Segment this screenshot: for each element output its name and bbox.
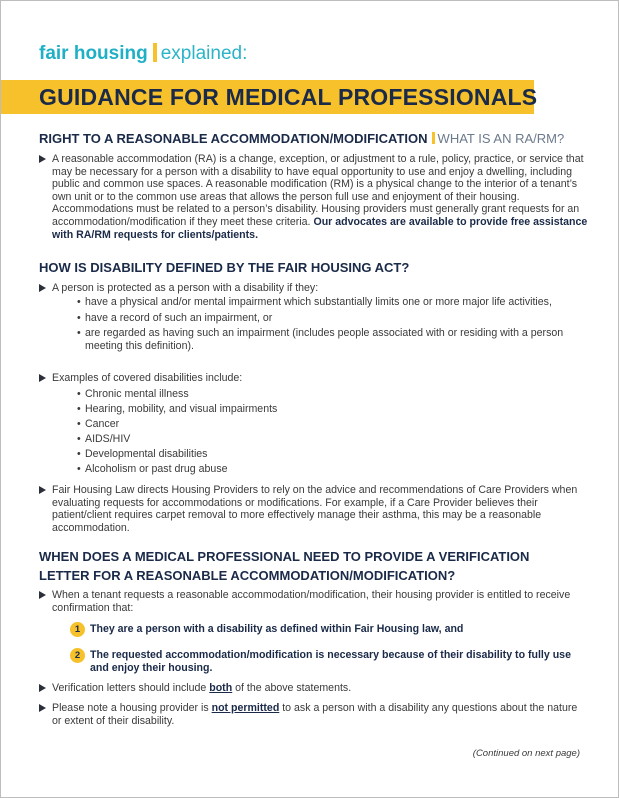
list-item: • are regarded as having such an impairment (includes people associated with or residing with a person meeting this definition). bbox=[77, 327, 564, 352]
section-heading-verification: WHEN DOES A MEDICAL PROFESSIONAL NEED TO PROVIDE A VERIFICATION LETTER FOR A REASONABLE ACCOMMODATION/MODIFICATION? bbox=[39, 549, 530, 583]
heading-subtitle: WHAT IS AN RA/RM? bbox=[437, 131, 565, 146]
ra-rm-paragraph bbox=[39, 153, 589, 241]
not-permitted-note: Please note a housing provider is not permitted to ask a person with a disability any questions about the nature or extent of their disability. bbox=[39, 702, 589, 727]
list-item: • Hearing, mobility, and visual impairments bbox=[77, 403, 278, 416]
verification-intro: When a tenant requests a reasonable accommodation/modification, their housing provider is entitled to receive confirmation that: bbox=[39, 589, 589, 614]
list-item: • Developmental disabilities bbox=[77, 448, 208, 461]
title-banner bbox=[1, 80, 538, 114]
advocates-note: Our advocates are available to provide free assistance with RA/RM requests for clients/patients. bbox=[52, 215, 588, 241]
brand-divider bbox=[153, 43, 157, 62]
list-item: • Cancer bbox=[77, 418, 120, 431]
ra-rm-text: A reasonable accommodation (RA) is a change, exception, or adjustment to a rule, policy, practice, or service that may be necessary for a person with a disability to have equal opportunity to use and enjoy a dwelling, including public and common use spaces. A reasonable modification (RM) is a physical change to the interior of a tenant’s own unit or to the common use areas that allows the person full use and enjoyment of their housing. Accommodations must be related to a person’s disability. Housing providers must generally grant requests for an accommodation/modification if they meet these criteria. bbox=[52, 153, 584, 228]
number-badge: 2 bbox=[70, 648, 85, 663]
bullet-arrow-icon bbox=[39, 591, 46, 599]
list-item: • have a record of such an impairment, or bbox=[77, 311, 273, 324]
bullet-arrow-icon bbox=[39, 155, 46, 163]
section-heading-ra-rm bbox=[39, 129, 564, 148]
brand-logo bbox=[39, 42, 247, 66]
emphasis-both: both bbox=[209, 682, 233, 694]
requirement-item-1: 1 They are a person with a disability as defined within Fair Housing law, and bbox=[70, 623, 590, 636]
care-provider-paragraph: Fair Housing Law directs Housing Providers to rely on the advice and recommendations of Care Providers when evaluating requests for accommodations or modifications. For example, if a Care Provider believes their patient/client requires carpet removal to more effectively manage their asthma, this may be a reasonable accommodation. bbox=[39, 484, 589, 534]
list-item: • Alcoholism or past drug abuse bbox=[77, 463, 228, 476]
bullet-arrow-icon bbox=[39, 486, 46, 494]
section-heading-disability bbox=[39, 258, 409, 277]
heading-text: HOW IS DISABILITY DEFINED BY THE FAIR HOUSING ACT? bbox=[39, 260, 410, 275]
definition-intro: A person is protected as a person with a disability if they: bbox=[39, 282, 589, 295]
continued-note: (Continued on next page) bbox=[472, 748, 580, 759]
page-title: GUIDANCE FOR MEDICAL PROFESSIONALS bbox=[39, 84, 538, 110]
brand-name: fair housing bbox=[39, 43, 148, 64]
heading-text: RIGHT TO A REASONABLE ACCOMMODATION/MODIFICATION bbox=[39, 131, 428, 146]
heading-divider bbox=[432, 132, 435, 144]
list-item: • have a physical and/or mental impairment which substantially limits one or more major life activities, bbox=[77, 296, 552, 308]
examples-list bbox=[77, 387, 587, 478]
bullet-arrow-icon bbox=[39, 684, 46, 692]
bullet-arrow-icon bbox=[39, 374, 46, 382]
brand-tagline: explained: bbox=[160, 43, 248, 64]
verification-letter-note: Verification letters should include both of the above statements. bbox=[39, 682, 589, 695]
number-badge: 1 bbox=[70, 622, 85, 637]
examples-intro: Examples of covered disabilities include: bbox=[39, 372, 589, 385]
list-item: • AIDS/HIV bbox=[77, 433, 131, 446]
bullet-arrow-icon bbox=[39, 704, 46, 712]
list-item: • Chronic mental illness bbox=[77, 388, 189, 400]
emphasis-not-permitted: not permitted bbox=[211, 702, 280, 714]
criteria-list bbox=[77, 296, 587, 352]
requirement-item-2: 2 The requested accommodation/modification is necessary because of their disability to fully use and enjoy their housing. bbox=[70, 649, 590, 675]
bullet-arrow-icon bbox=[39, 284, 46, 292]
